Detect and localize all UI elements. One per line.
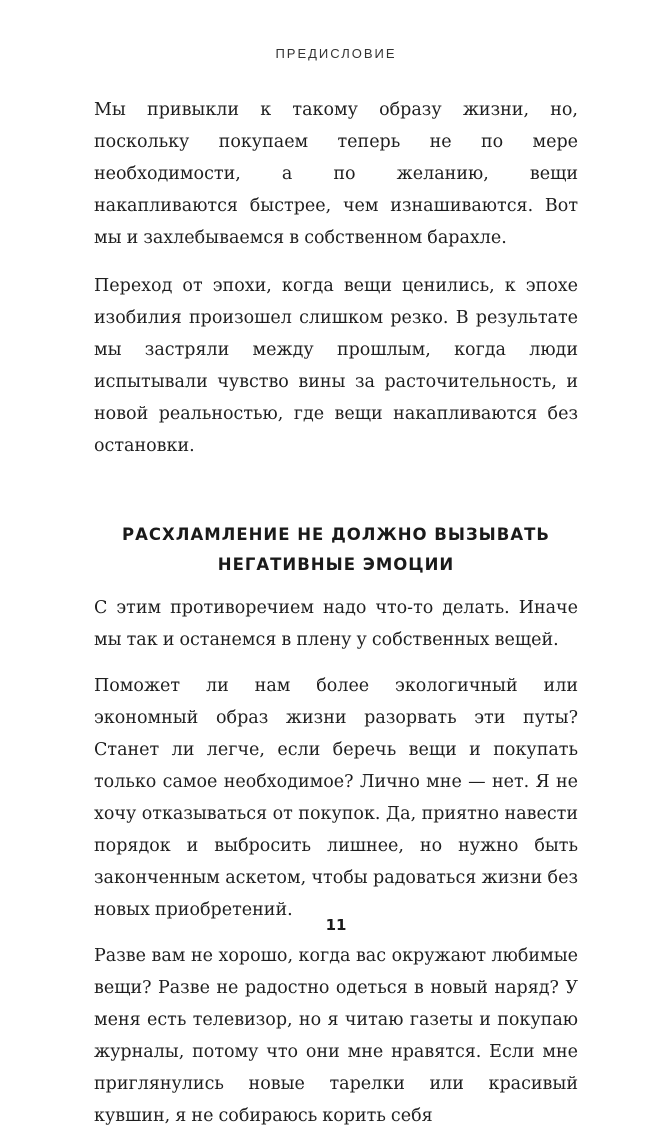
paragraph: Переход от эпохи, когда вещи ценились, к эпохе изобилия произошел слишком резко. В результате мы застряли между прошлым, когда люди испытывали чувство вины за расточительность, и новой реальностью, где вещи накапливаются без остановки. [94,276,578,456]
section-heading [94,520,578,580]
paragraph: Разве вам не хорошо, когда вас окружают любимые вещи? Разве не радостно одеться в новый наряд? У меня есть телевизор, но я читаю газеты и покупаю журналы, потому что они мне нравятся. Если мне приглянулись новые тарелки или красивый кувшин, я не собираюсь корить себя [94,946,578,1126]
paragraph: Мы привыкли к такому образу жизни, но, поскольку покупаем теперь не по мере необходимости, а по желанию, вещи накапливаются быстрее, чем изнашиваются. Вот мы и захлебываемся в собственном барахле. [94,100,578,248]
paragraph: С этим противоречием надо что-то делать. Иначе мы так и останемся в плену у собственных вещей. [94,598,578,650]
paragraph: Поможет ли нам более экологичный или экономный образ жизни разорвать эти путы? Станет ли легче, если беречь вещи и покупать только самое необходимое? Лично мне — нет. Я не хочу отказываться от покупок. Да, приятно навести порядок и выбросить лишнее, но нужно быть законченным аскетом, чтобы радоваться жизни без новых приобретений. [94,676,578,920]
section-heading-line: РАСХЛАМЛЕНИЕ НЕ ДОЛЖНО ВЫЗЫВАТЬ [122,525,550,544]
running-header: ПРЕДИСЛОВИЕ [275,46,397,61]
page-number: 11 [325,916,347,934]
section-heading-line: НЕГАТИВНЫЕ ЭМОЦИИ [217,555,455,574]
page-body [94,94,578,1146]
